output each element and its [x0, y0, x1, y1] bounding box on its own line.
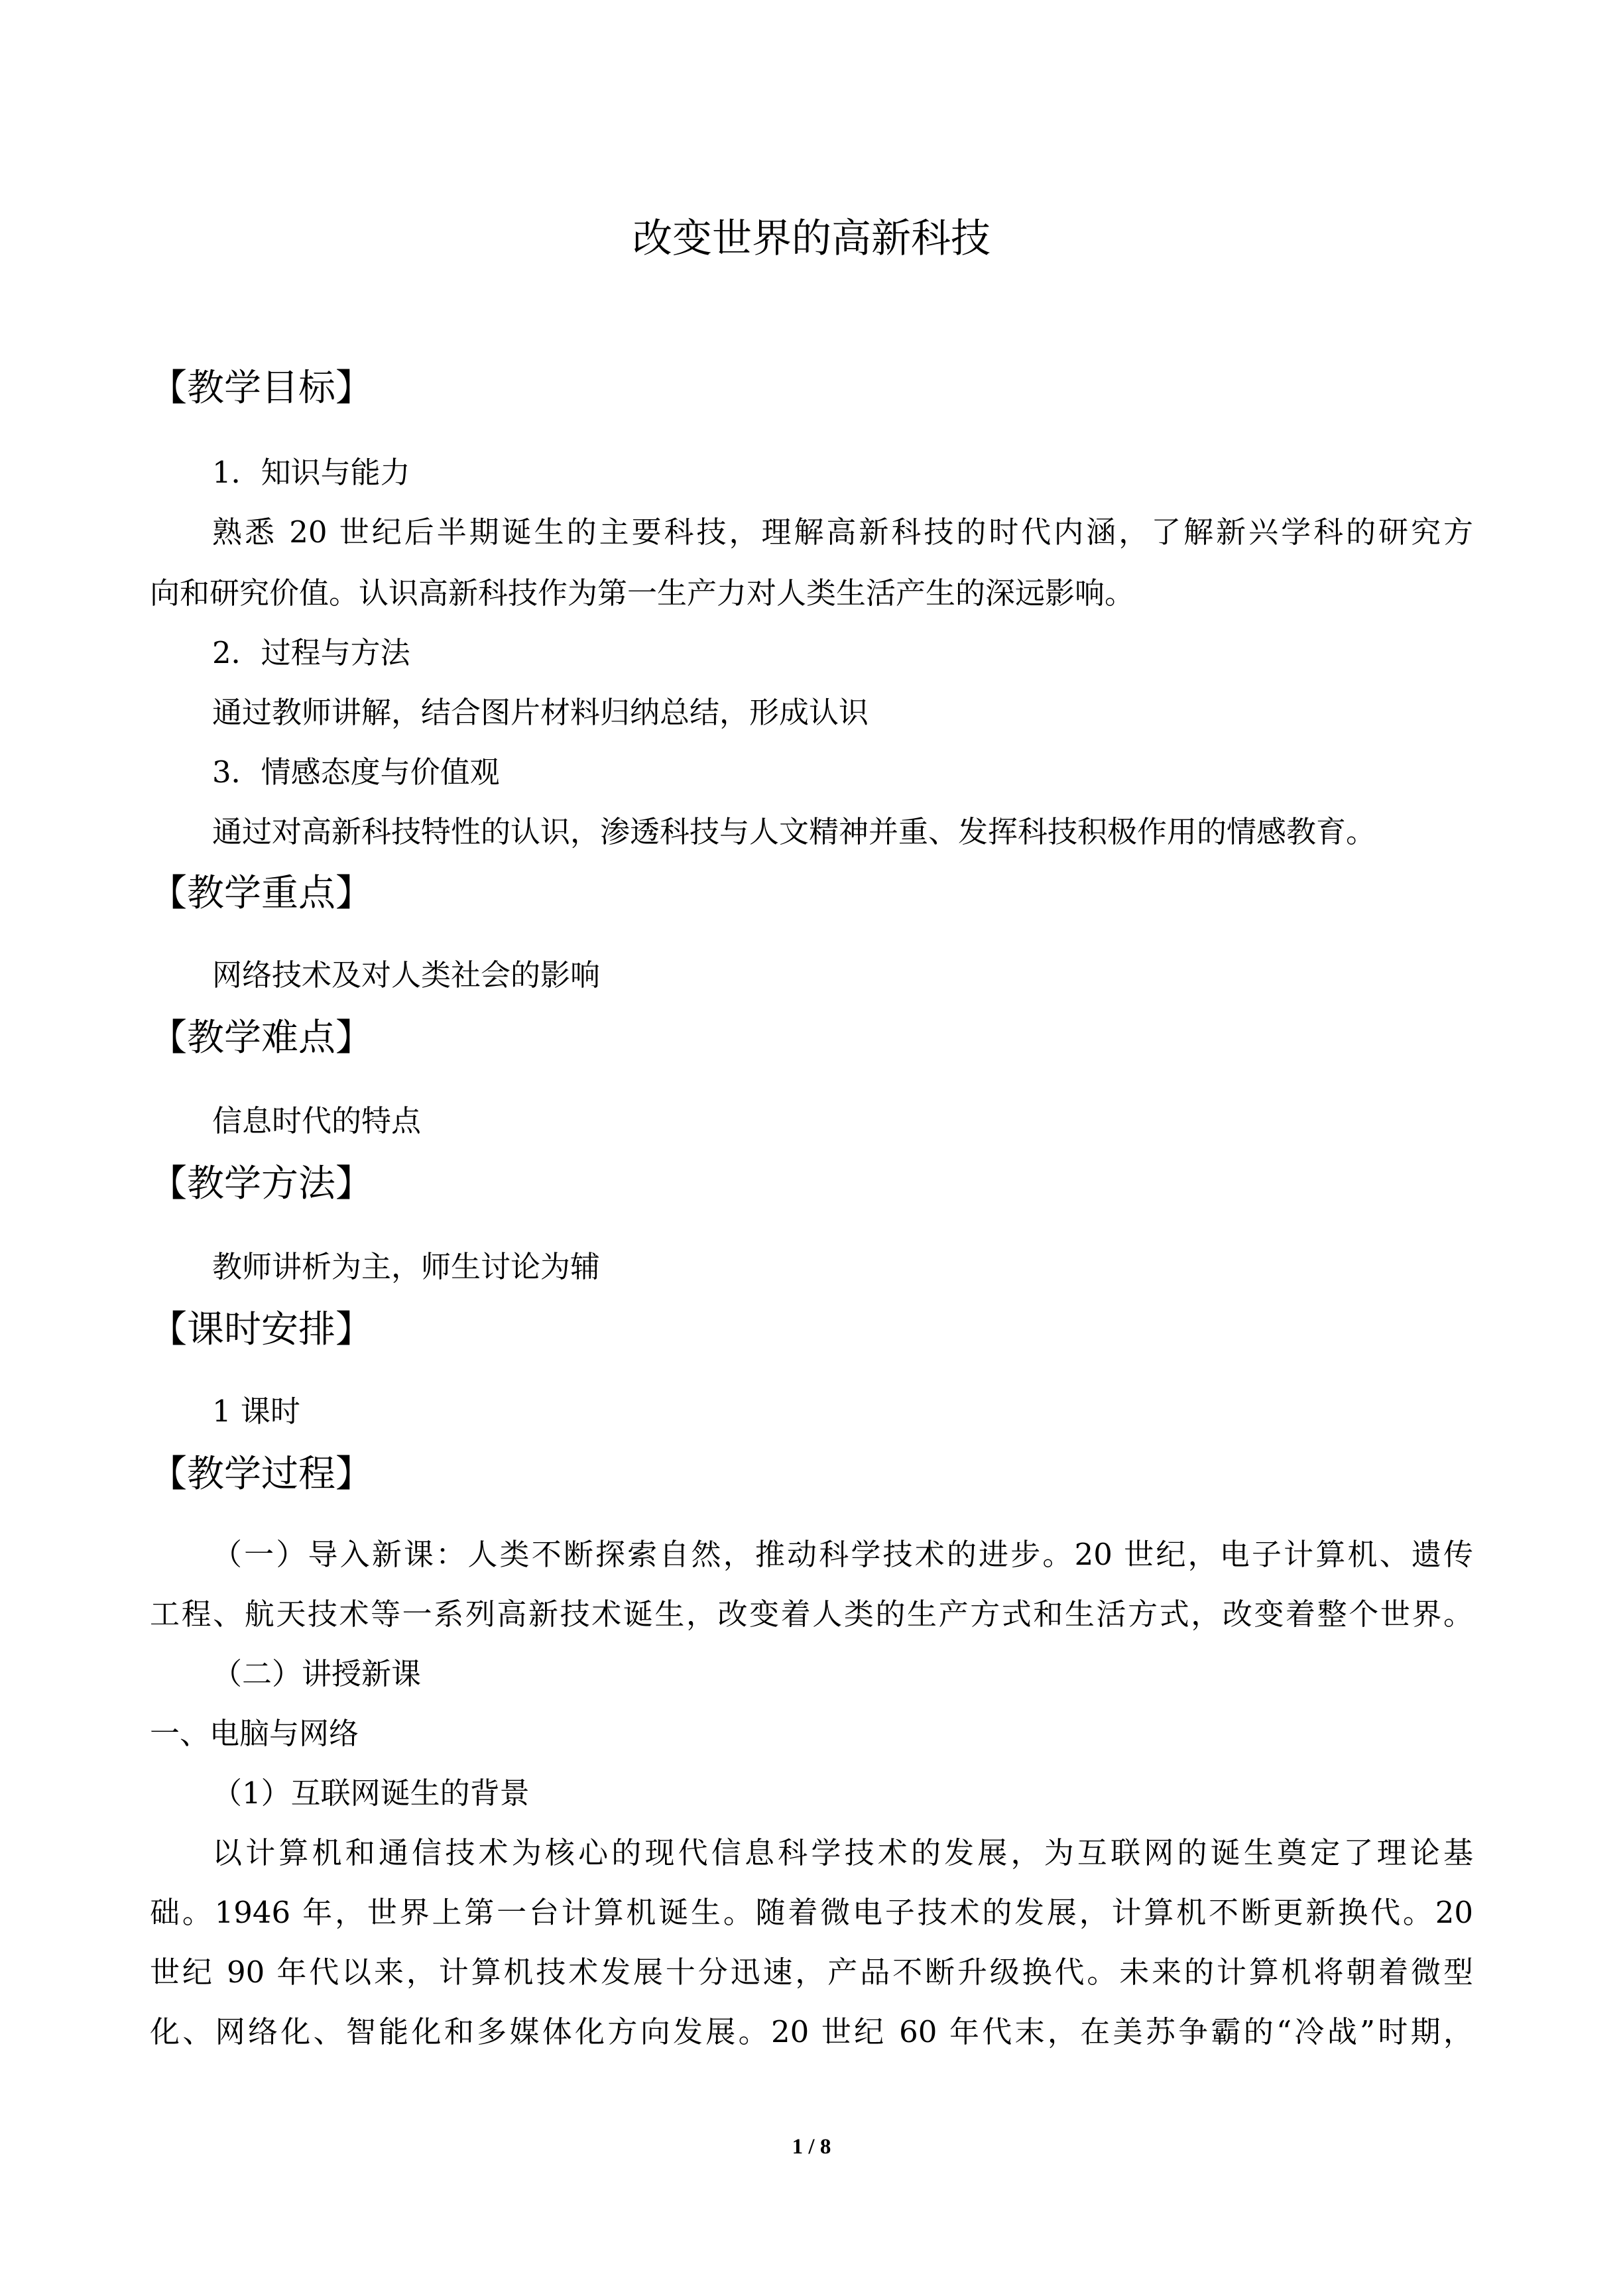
heading-schedule: 【课时安排】: [150, 1308, 373, 1351]
intro-line-1: （一）导入新课：人类不断探索自然，推动科学技术的进步。20 世纪，电子计算机、遗传: [212, 1537, 1473, 1572]
difficulties-text: 信息时代的特点: [212, 1103, 422, 1138]
objective-2-title: 2．过程与方法: [212, 635, 410, 670]
subsection-1-heading: （1）互联网诞生的背景: [212, 1776, 530, 1811]
objective-1-line-1: 熟悉 20 世纪后半期诞生的主要科技，理解高新科技的时代内涵，了解新兴学科的研究方: [212, 514, 1473, 550]
page-number: 1 / 8: [792, 2135, 831, 2159]
heading-key-points: 【教学重点】: [150, 872, 373, 915]
heading-difficulties: 【教学难点】: [150, 1016, 373, 1059]
heading-methods: 【教学方法】: [150, 1162, 373, 1205]
objective-1-line-2: 向和研究价值。认识高新科技作为第一生产力对人类生活产生的深远影响。: [150, 575, 1135, 611]
heading-objectives: 【教学目标】: [150, 367, 373, 410]
paragraph-line-1: 以计算机和通信技术为核心的现代信息科学技术的发展，为互联网的诞生奠定了理论基: [212, 1835, 1473, 1870]
process-part-2: （二）讲授新课: [212, 1656, 422, 1691]
heading-process: 【教学过程】: [150, 1453, 373, 1496]
intro-line-2: 工程、航天技术等一系列高新技术诞生，改变着人类的生产方式和生活方式，改变着整个世界。: [150, 1597, 1473, 1632]
document-title: 改变世界的高新科技: [632, 215, 991, 262]
key-points-text: 网络技术及对人类社会的影响: [212, 957, 601, 993]
schedule-text: 1 课时: [212, 1394, 300, 1429]
objective-3-title: 3．情感态度与价值观: [212, 755, 500, 790]
paragraph-line-3: 世纪 90 年代以来，计算机技术发展十分迅速，产品不断升级换代。未来的计算机将朝着微型: [150, 1955, 1473, 1990]
objective-1-title: 1．知识与能力: [212, 455, 410, 490]
objective-3-text: 通过对高新科技特性的认识，渗透科技与人文精神并重、发挥科技积极作用的情感教育。: [212, 814, 1376, 849]
paragraph-line-4: 化、网络化、智能化和多媒体化方向发展。20 世纪 60 年代末，在美苏争霸的“冷战”时期，: [150, 2014, 1473, 2049]
objective-2-text: 通过教师讲解，结合图片材料归纳总结，形成认识: [212, 695, 869, 730]
paragraph-line-2: 础。1946 年，世界上第一台计算机诞生。随着微电子技术的发展，计算机不断更新换代。20: [150, 1895, 1473, 1930]
methods-text: 教师讲析为主，师生讨论为辅: [212, 1249, 601, 1284]
section-1-heading: 一、电脑与网络: [150, 1716, 359, 1751]
